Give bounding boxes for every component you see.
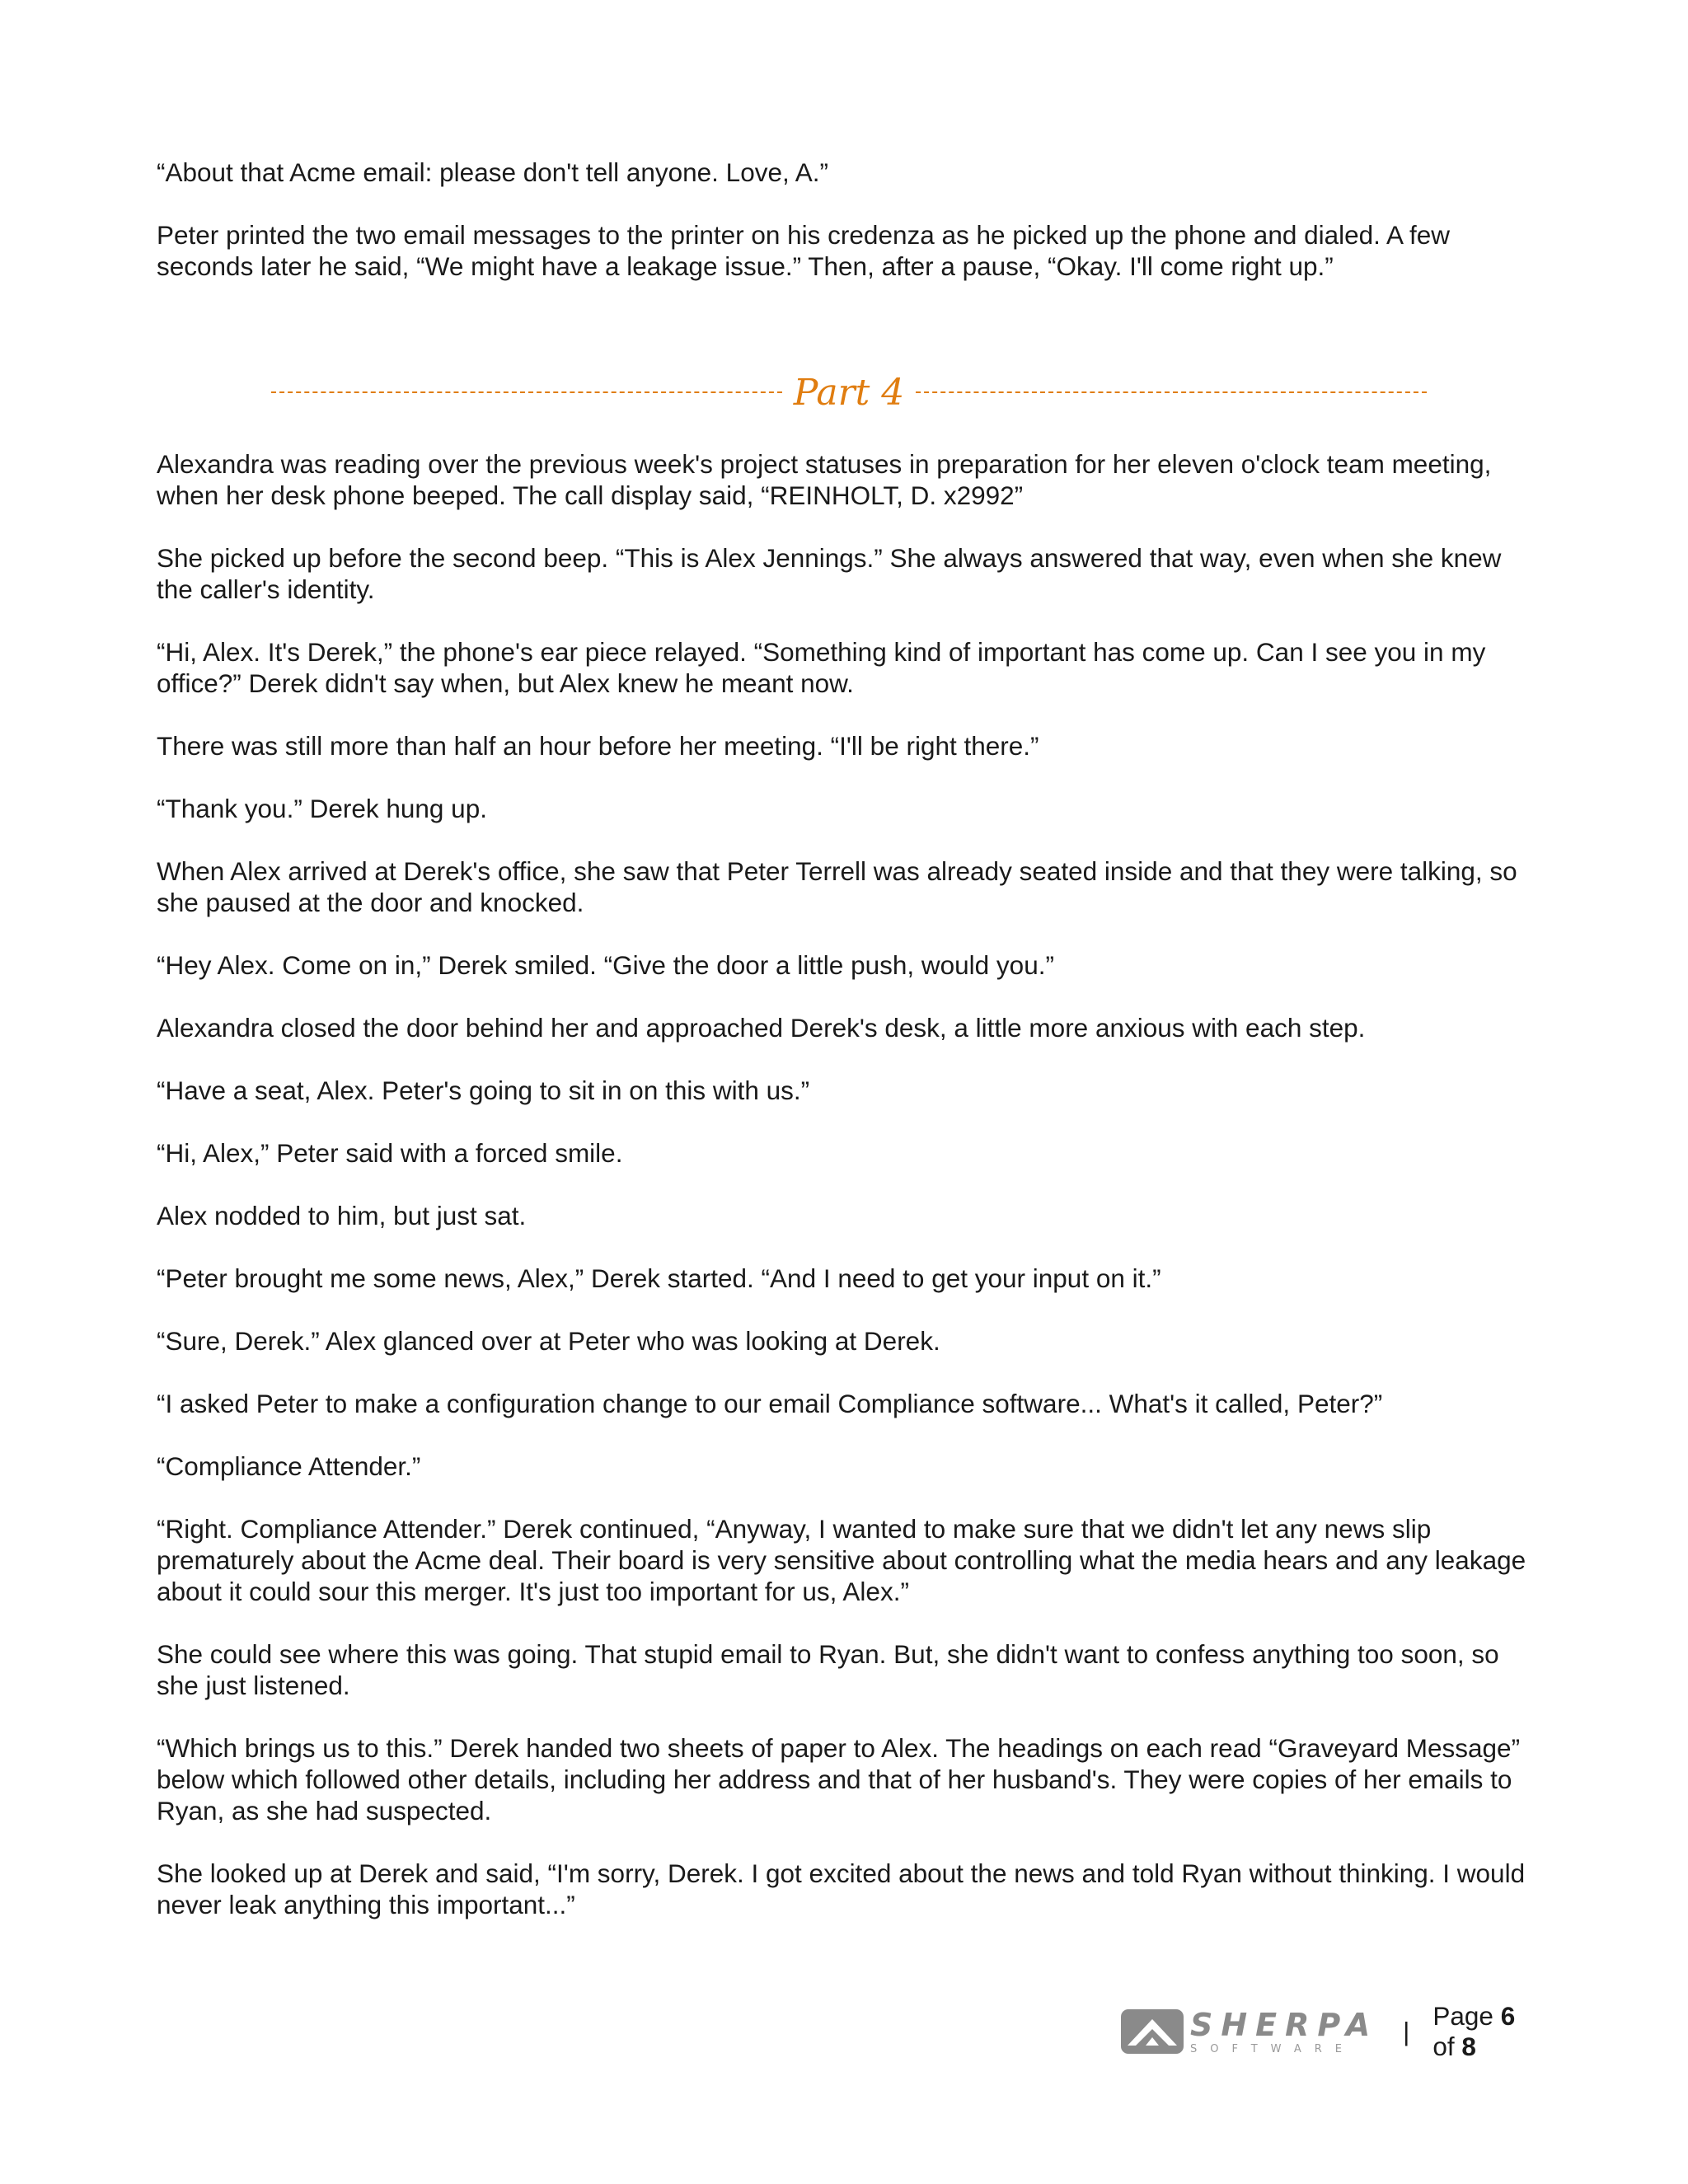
story-paragraphs <box>157 448 1541 1920</box>
paragraph: “Hi, Alex,” Peter said with a forced smile. <box>157 1138 623 1168</box>
logo-main-text: SHERPA <box>1190 2006 1379 2043</box>
paragraph: “Which brings us to this.” Derek handed two sheets of paper to Alex. The headings on each read “Graveyard Message” below which followed other details, including her address and that of her husband's. They were copies of her emails to Ryan, as she had suspected. <box>157 1733 1521 1825</box>
page-body <box>157 157 1541 1952</box>
paragraph: “Peter brought me some news, Alex,” Derek started. “And I need to get your input on it.” <box>157 1263 1161 1293</box>
paragraph: “Hi, Alex. It's Derek,” the phone's ear piece relayed. “Something kind of important has come up. Can I see you in my office?” Derek didn't say when, but Alex knew he meant now. <box>157 637 1486 698</box>
paragraph: “Thank you.” Derek hung up. <box>157 794 487 823</box>
paragraph: “Hey Alex. Come on in,” Derek smiled. “Give the door a little push, would you.” <box>157 950 1054 980</box>
page-prefix: Page <box>1432 2001 1493 2031</box>
page-number <box>1432 2001 1541 2062</box>
paragraph-note: “About that Acme email: please don't tell anyone. Love, A.” <box>157 157 829 187</box>
page-total: 8 <box>1461 2032 1476 2061</box>
page-current: 6 <box>1500 2001 1516 2031</box>
paragraph: “I asked Peter to make a configuration change to our email Compliance software... What's it called, Peter?” <box>157 1389 1383 1418</box>
paragraph-peter-prints: Peter printed the two email messages to the printer on his credenza as he picked up the phone and dialed. A few seconds later he said, “We might have a leakage issue.” Then, after a pause, “Okay. I'll come right up.” <box>157 220 1450 281</box>
paragraph: She picked up before the second beep. “This is Alex Jennings.” She always answered that way, even when she knew the caller's identity. <box>157 543 1502 604</box>
paragraph: “Sure, Derek.” Alex glanced over at Peter who was looking at Derek. <box>157 1326 940 1356</box>
paragraph: Alexandra was reading over the previous week's project statuses in preparation for her eleven o'clock team meeting, when her desk phone beeped. The call display said, “REINHOLT, D. x2992” <box>157 449 1492 510</box>
sherpa-logo <box>1121 2006 1379 2055</box>
paragraph: “Compliance Attender.” <box>157 1451 421 1481</box>
paragraph: When Alex arrived at Derek's office, she saw that Peter Terrell was already seated inside and that they were talking, so she paused at the door and knocked. <box>157 856 1517 917</box>
paragraph: There was still more than half an hour before her meeting. “I'll be right there.” <box>157 731 1039 761</box>
page-of: of <box>1432 2032 1455 2061</box>
paragraph: “Right. Compliance Attender.” Derek continued, “Anyway, I wanted to make sure that we didn't let any news slip prematurely about the Acme deal. Their board is very sensitive about controlling what the media hears and any leakage about it could sour this merger. It's just too important for us, Alex.” <box>157 1514 1526 1606</box>
paragraph: Alex nodded to him, but just sat. <box>157 1201 527 1230</box>
divider-rule-left <box>271 391 782 393</box>
paragraph: She looked up at Derek and said, “I'm sorry, Derek. I got excited about the news and told Ryan without thinking. I would never leak anything this important...” <box>157 1858 1526 1919</box>
divider-rule-right <box>916 391 1427 393</box>
section-divider <box>157 368 1541 417</box>
mountain-logo-icon <box>1121 2009 1184 2054</box>
paragraph: She could see where this was going. That stupid email to Ryan. But, she didn't want to confess anything too soon, so she just listened. <box>157 1639 1499 1700</box>
page-footer <box>1121 2003 1541 2060</box>
paragraph: Alexandra closed the door behind her and approached Derek's desk, a little more anxious with each step. <box>157 1013 1366 1043</box>
paragraph: “Have a seat, Alex. Peter's going to sit in on this with us.” <box>157 1076 810 1105</box>
section-title: Part 4 <box>793 371 905 414</box>
logo-wordmark <box>1190 2006 1379 2055</box>
footer-separator: | <box>1403 2016 1410 2046</box>
logo-sub-text: SOFTWARE <box>1190 2042 1355 2055</box>
